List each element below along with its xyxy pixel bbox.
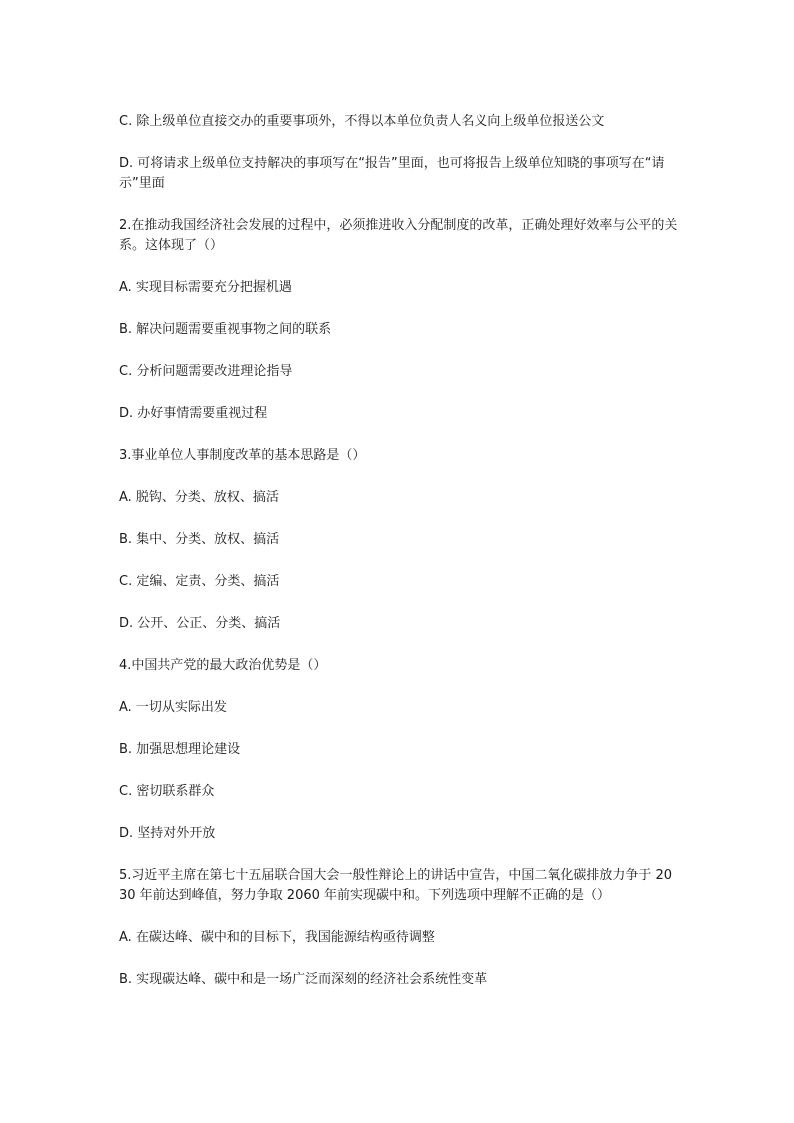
option-c-q1: C. 除上级单位直接交办的重要事项外，不得以本单位负责人名义向上级单位报送公文 xyxy=(119,114,605,129)
question-3 xyxy=(119,446,679,656)
document-page xyxy=(119,112,679,990)
option-d: D. 公开、公正、分类、搞活 xyxy=(119,616,281,631)
question-2 xyxy=(119,216,679,446)
option-a: A. 脱钩、分类、放权、搞活 xyxy=(119,490,279,505)
option-a: A. 实现目标需要充分把握机遇 xyxy=(119,280,292,295)
option-d: D. 办好事情需要重视过程 xyxy=(119,406,268,421)
option-b: B. 加强思想理论建设 xyxy=(119,742,241,757)
option-d-q1: D. 可将请求上级单位支持解决的事项写在“报告”里面，也可将报告上级单位知晓的事项写在“请示”里面 xyxy=(119,156,665,191)
question-stem: 5.习近平主席在第七十五届联合国大会一般性辩论上的讲话中宣告，中国二氧化碳排放力争于 2030 年前达到峰值，努力争取 2060 年前实现碳中和。下列选项中理解不正确的是（） xyxy=(119,868,673,903)
option-b: B. 集中、分类、放权、搞活 xyxy=(119,532,280,547)
option-b: B. 实现碳达峰、碳中和是一场广泛而深刻的经济社会系统性变革 xyxy=(119,972,488,987)
option-c: C. 定编、定责、分类、搞活 xyxy=(119,574,280,589)
question-stem: 3.事业单位人事制度改革的基本思路是（） xyxy=(119,448,366,463)
question-stem: 4.中国共产党的最大政治优势是（） xyxy=(119,658,327,673)
option-c: C. 分析问题需要改进理论指导 xyxy=(119,364,293,379)
option-b: B. 解决问题需要重视事物之间的联系 xyxy=(119,322,332,337)
question-stem: 2.在推动我国经济社会发展的过程中，必须推进收入分配制度的改革，正确处理好效率与公平的关系。这体现了（） xyxy=(119,218,678,253)
option-a: A. 在碳达峰、碳中和的目标下，我国能源结构亟待调整 xyxy=(119,930,435,945)
question-4 xyxy=(119,656,679,866)
question-5 xyxy=(119,866,679,990)
option-d: D. 坚持对外开放 xyxy=(119,826,216,841)
option-a: A. 一切从实际出发 xyxy=(119,700,227,715)
option-c: C. 密切联系群众 xyxy=(119,784,215,799)
